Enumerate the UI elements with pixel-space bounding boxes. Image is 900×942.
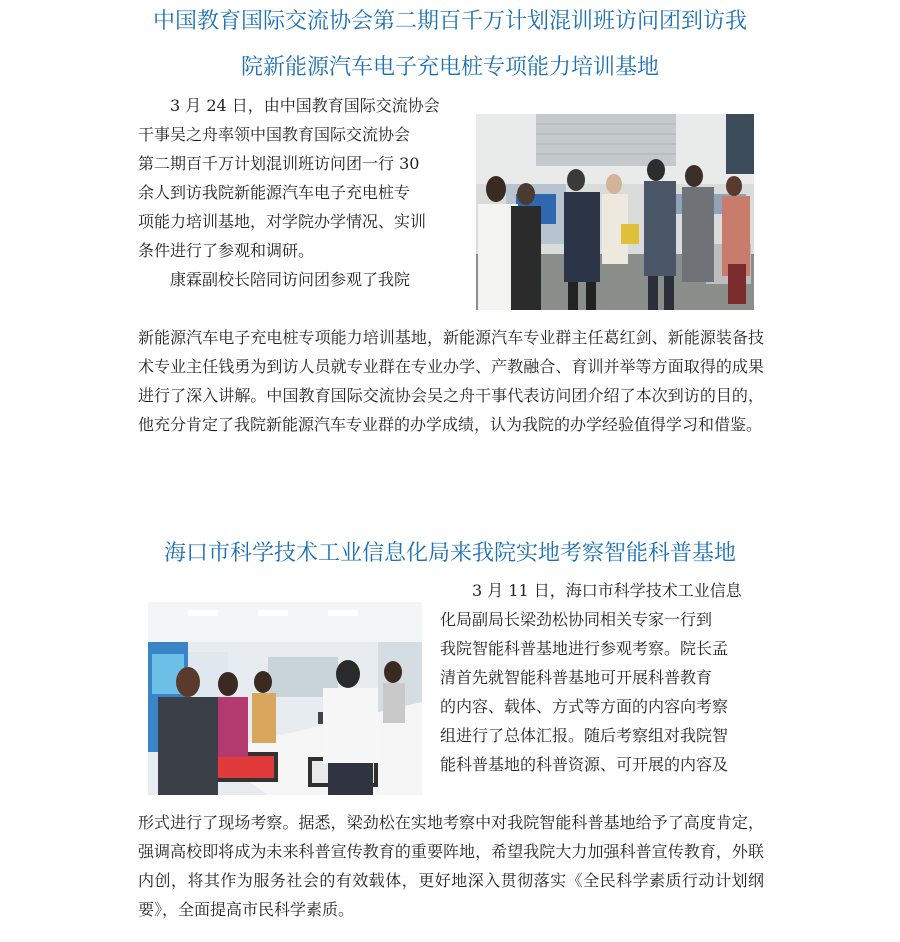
text-line: 3 月 24 日，由中国教育国际交流协会 xyxy=(170,96,440,115)
text-line: 康霖副校长陪同访问团参观了我院 xyxy=(170,270,411,289)
article1-title-line1: 中国教育国际交流协会第二期百千万计划混训班访问团到访我 xyxy=(152,9,747,34)
text-line: 条件进行了参观和调研。 xyxy=(138,241,315,260)
article2-photo-science-base-inspection xyxy=(148,602,422,795)
text-line: 3 月 11 日，海口市科学技术工业信息 xyxy=(472,581,742,600)
article2-paragraph-full: 形式进行了现场考察。据悉，梁劲松在实地考察中对我院智能科普基地给予了高度肯定，强调高校即将成为未来科普宣传教育的重要阵地，希望我院大力加强科普宣传教育，外联内创，将其作为服务社会的有效载体，更好地深入贯彻落实《全民科学素质行动计划纲要》，全面提高市民科学素质。 xyxy=(138,813,764,919)
article1-paragraph1 xyxy=(138,91,464,294)
text-line: 组进行了总体汇报。随后考察组对我院智 xyxy=(440,726,729,745)
text-line: 项能力培训基地，对学院办学情况、实训 xyxy=(138,212,427,231)
text-line: 余人到访我院新能源汽车电子充电桩专 xyxy=(138,183,411,202)
text-line: 我院智能科普基地进行参观考察。院长孟 xyxy=(440,639,729,658)
text-line: 能科普基地的科普资源、可开展的内容及 xyxy=(440,755,729,774)
text-line: 的内容、载体、方式等方面的内容向考察 xyxy=(440,697,729,716)
text-line: 化局副局长梁劲松协同相关专家一行到 xyxy=(440,610,713,629)
text-line: 清首先就智能科普基地可开展科普教育 xyxy=(440,668,713,687)
article2-title: 海口市科学技术工业信息化局来我院实地考察智能科普基地 xyxy=(163,541,736,566)
article1-title-line2: 院新能源汽车电子充电桩专项能力培训基地 xyxy=(240,55,659,80)
article1-photo-visitors-in-training-base xyxy=(476,114,754,310)
article2-paragraph-beside-photo xyxy=(440,576,764,779)
article1-paragraph2: 新能源汽车电子充电桩专项能力培训基地，新能源汽车专业群主任葛红剑、新能源装备技术专业主任钱勇为到访人员就专业群在专业办学、产教融合、育训并举等方面取得的成果进行了深入讲解。中国教育国际交流协会吴之舟干事代表访问团介绍了本次到访的目的，他充分肯定了我院新能源汽车专业群的办学成绩，认为我院的办学经验值得学习和借鉴。 xyxy=(138,328,764,434)
text-line: 第二期百千万计划混训班访问团一行 30 xyxy=(138,154,420,173)
text-line: 干事吴之舟率领中国教育国际交流协会 xyxy=(138,125,411,144)
